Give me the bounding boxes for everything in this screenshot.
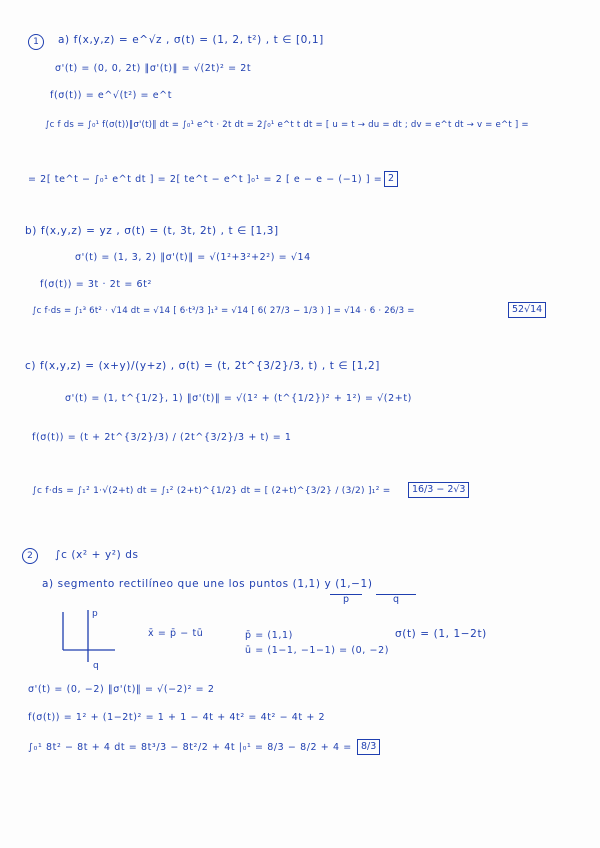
p1b-composition: f(σ(t)) = 3t · 2t = 6t² (40, 279, 152, 290)
p1a-statement: a) f(x,y,z) = e^√z , σ(t) = (1, 2, t²) , t ∈ [0,1] (58, 34, 324, 46)
p2a-direction-u: ū = (1−1, −1−1) = (0, −2) (245, 645, 390, 656)
p2a-derivative: σ'(t) = (0, −2) ‖σ'(t)‖ = √(−2)² = 2 (28, 684, 215, 695)
p1c-composition: f(σ(t)) = (t + 2t^{3/2}/3) / (2t^{3/2}/3 + t) = 1 (32, 432, 292, 443)
point-p-label: p (343, 594, 350, 605)
p1a-derivative: σ'(t) = (0, 0, 2t) ‖σ'(t)‖ = √(2t)² = 2t (55, 63, 252, 74)
problem-1-number: 1 (28, 34, 44, 50)
p1c-integral: ∫c f·ds = ∫₁² 1·√(2+t) dt = ∫₁² (2+t)^{1/2} dt = [ (2+t)^{3/2} / (3/2) ]₁² = (32, 486, 391, 496)
p2a-line-param: x̄ = p̄ − tū (148, 628, 204, 639)
p2-statement: ∫c (x² + y²) ds (55, 549, 139, 561)
point-q-label: q (393, 594, 400, 605)
p1b-answer-box: 52√14 (508, 302, 546, 318)
sketch-label-p: p (92, 609, 98, 619)
p1b-statement: b) f(x,y,z) = yz , σ(t) = (t, 3t, 2t) , t ∈ [1,3] (25, 225, 279, 237)
p1a-composition: f(σ(t)) = e^√(t²) = e^t (50, 90, 173, 101)
p2a-integral: ∫₀¹ 8t² − 8t + 4 dt = 8t³/3 − 8t²/2 + 4t |₀¹ = 8/3 − 8/2 + 4 = (28, 742, 352, 753)
p2a-answer-box: 8/3 (357, 739, 380, 755)
p1a-answer-box: 2 (384, 171, 398, 187)
sketch-label-q: q (93, 661, 99, 670)
p1c-statement: c) f(x,y,z) = (x+y)/(y+z) , σ(t) = (t, 2t^{3/2}/3, t) , t ∈ [1,2] (25, 360, 380, 372)
problem-2-number: 2 (22, 548, 38, 564)
p1b-derivative: σ'(t) = (1, 3, 2) ‖σ'(t)‖ = √(1²+3²+2²) = √14 (75, 252, 311, 263)
p2a-point-p: p̄ = (1,1) (245, 630, 293, 641)
p1a-result: = 2[ te^t − ∫₀¹ e^t dt ] = 2[ te^t − e^t ]₀¹ = 2 [ e − e − (−1) ] = (28, 174, 383, 185)
p1a-integral: ∫c f ds = ∫₀¹ f(σ(t))‖σ'(t)‖ dt = ∫₀¹ e^t · 2t dt = 2∫₀¹ e^t t dt = [ u = t → du = dt ; dv = e^t dt → v = e^t ] = (45, 120, 529, 130)
segment-sketch (55, 600, 125, 670)
p2a-statement: a) segmento rectilíneo que une los puntos (1,1) y (1,−1) (42, 578, 373, 590)
p1b-integral: ∫c f·ds = ∫₁³ 6t² · √14 dt = √14 [ 6·t³/3 ]₁³ = √14 [ 6( 27/3 − 1/3 ) ] = √14 · 6 · 26/3 = (32, 306, 415, 316)
p1c-answer-box: 16/3 − 2√3 (408, 482, 469, 498)
p2a-composition: f(σ(t)) = 1² + (1−2t)² = 1 + 1 − 4t + 4t² = 4t² − 4t + 2 (28, 712, 326, 723)
p1c-derivative: σ'(t) = (1, t^{1/2}, 1) ‖σ'(t)‖ = √(1² + (t^{1/2})² + 1²) = √(2+t) (65, 393, 412, 404)
p2a-sigma-result: σ(t) = (1, 1−2t) (395, 628, 487, 640)
